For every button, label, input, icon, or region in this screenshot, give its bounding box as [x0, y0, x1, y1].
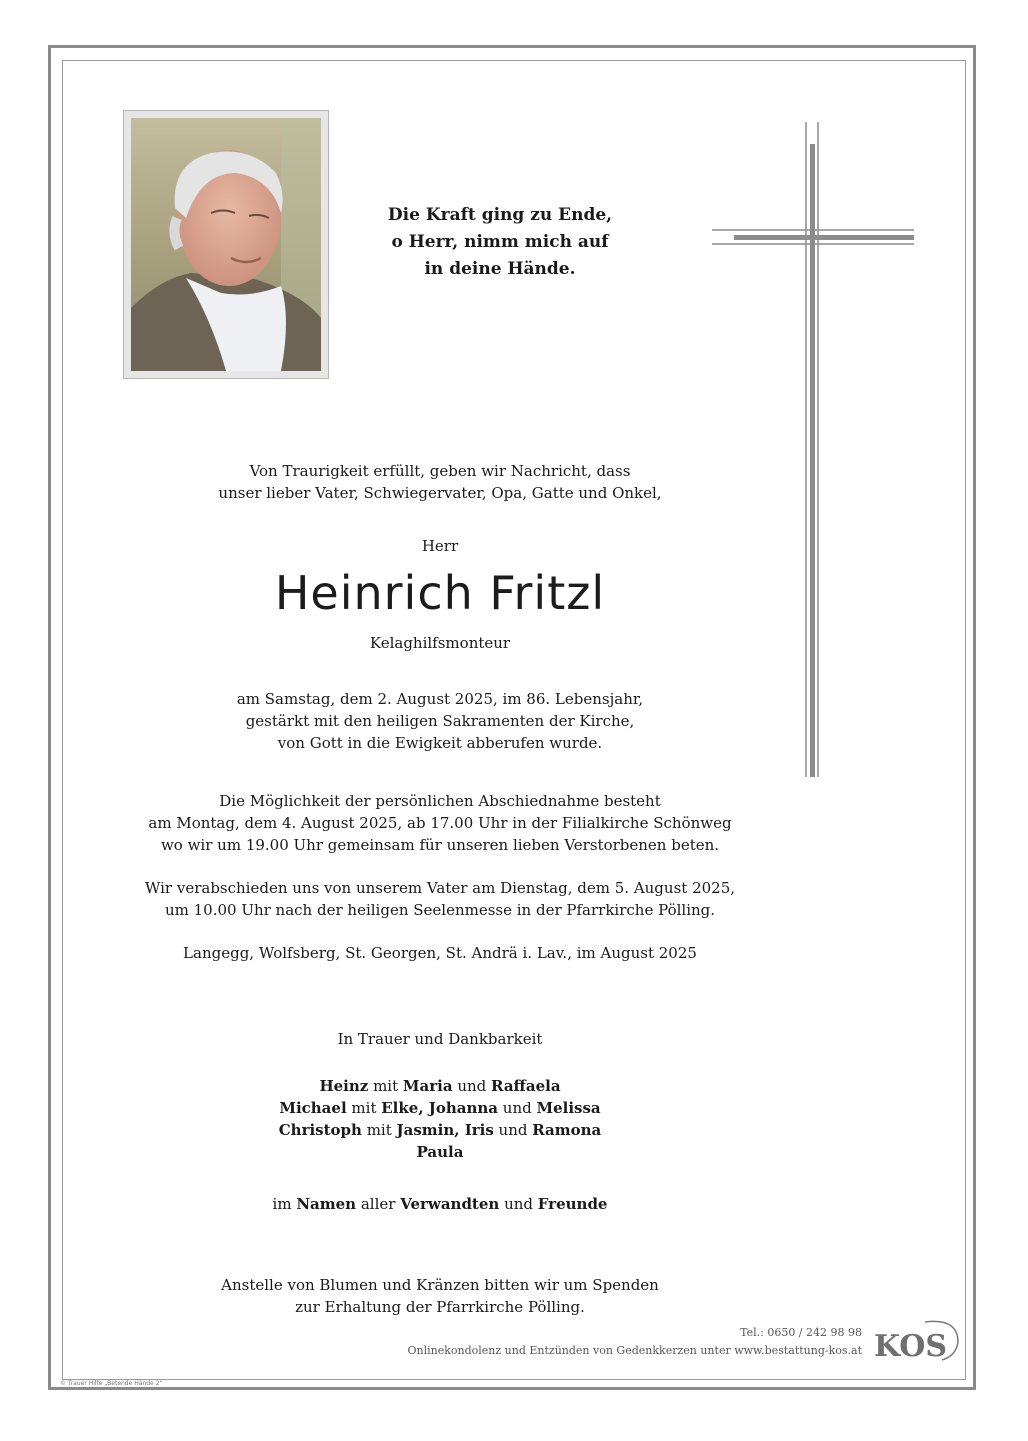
family-member: Paula: [416, 1143, 464, 1161]
footer-online-condolence: Onlinekondolenz und Entzünden von Gedenkkerzen unter www.bestattung-kos.at: [407, 1344, 862, 1357]
connector: im: [272, 1195, 297, 1213]
donation-request: [140, 1274, 740, 1318]
mourning-heading: In Trauer und Dankbarkeit: [337, 1030, 543, 1048]
connector: und: [498, 1099, 537, 1117]
salutation: Herr: [421, 537, 459, 555]
connector: mit: [368, 1077, 403, 1095]
connector: aller: [356, 1195, 401, 1213]
cross-icon: [712, 122, 914, 777]
text-line: von Gott in die Ewigkeit abberufen wurde.: [277, 734, 603, 752]
deceased-name: Heinrich Fritzl: [274, 566, 606, 620]
portrait-frame: [123, 110, 329, 379]
family-line: [140, 1075, 740, 1097]
text-line: um 10.00 Uhr nach der heiligen Seelenmesse in der Pfarrkirche Pölling.: [164, 901, 716, 919]
relatives-line: [140, 1193, 740, 1215]
text-line: am Samstag, dem 2. August 2025, im 86. Lebensjahr,: [236, 690, 644, 708]
family-member: Elke, Johanna: [381, 1099, 499, 1117]
footer-phone: Tel.: 0650 / 242 98 98: [740, 1326, 862, 1339]
text-line: Von Traurigkeit erfüllt, geben wir Nachricht, dass: [249, 462, 631, 480]
text-line: Die Möglichkeit der persönlichen Abschiednahme besteht: [219, 792, 661, 810]
verse-line: in deine Hände.: [424, 259, 576, 279]
occupation: Kelaghilfsmonteur: [369, 634, 511, 652]
family-member: Raffaela: [491, 1077, 561, 1095]
funeral-info: [100, 877, 780, 921]
text-line: Wir verabschieden uns von unserem Vater am Dienstag, dem 5. August 2025,: [144, 879, 736, 897]
place-and-date: Langegg, Wolfsberg, St. Georgen, St. Andrä i. Lav., im August 2025: [183, 944, 697, 962]
text-line: am Montag, dem 4. August 2025, ab 17.00 Uhr in der Filialkirche Schönweg: [148, 814, 732, 832]
relatives-word: Freunde: [537, 1195, 608, 1213]
verse: [380, 202, 620, 283]
family-member: Michael: [279, 1099, 347, 1117]
verse-line: o Herr, nimm mich auf: [391, 232, 609, 252]
family-line: [140, 1119, 740, 1141]
family-line: [140, 1141, 740, 1163]
copyright-note: © Trauer Hilfe „Betende Hände 2“: [60, 1380, 163, 1387]
text-line: zur Erhaltung der Pfarrkirche Pölling.: [295, 1298, 585, 1316]
family-list: [140, 1075, 740, 1163]
connector: und: [452, 1077, 492, 1095]
family-member: Christoph: [278, 1121, 362, 1139]
connector: und: [493, 1121, 533, 1139]
text-line: Anstelle von Blumen und Kränzen bitten wir um Spenden: [221, 1276, 659, 1294]
portrait-photo: [131, 118, 321, 371]
family-member: Jasmin, Iris: [396, 1121, 494, 1139]
family-member: Ramona: [532, 1121, 602, 1139]
family-member: Heinz: [319, 1077, 369, 1095]
death-notice: [140, 688, 740, 754]
announcement-intro: [140, 460, 740, 504]
farewell-info: [100, 790, 780, 856]
relatives-word: Verwandten: [400, 1195, 500, 1213]
verse-line: Die Kraft ging zu Ende,: [387, 205, 613, 225]
text-line: gestärkt mit den heiligen Sakramenten der Kirche,: [245, 712, 635, 730]
text-line: unser lieber Vater, Schwiegervater, Opa, Gatte und Onkel,: [218, 484, 662, 502]
connector: mit: [361, 1121, 397, 1139]
relatives-word: Namen: [296, 1195, 357, 1213]
family-member: Melissa: [536, 1099, 601, 1117]
logo-text: KOS: [874, 1329, 948, 1364]
family-line: [140, 1097, 740, 1119]
family-member: Maria: [402, 1077, 453, 1095]
connector: mit: [346, 1099, 382, 1117]
connector: und: [499, 1195, 538, 1213]
kos-logo: [870, 1316, 960, 1364]
text-line: wo wir um 19.00 Uhr gemeinsam für unseren lieben Verstorbenen beten.: [160, 836, 720, 854]
